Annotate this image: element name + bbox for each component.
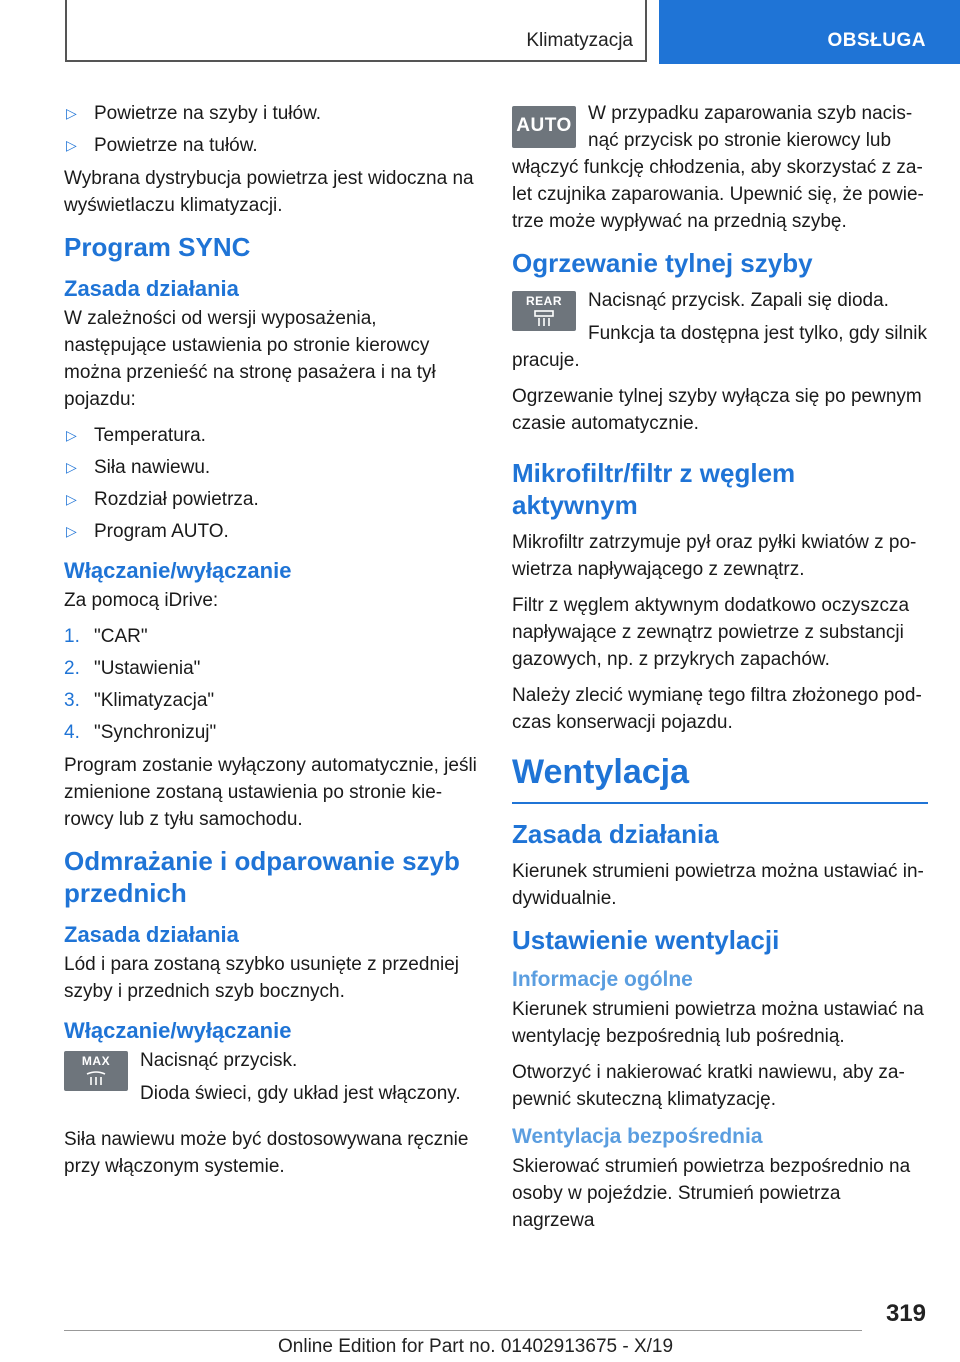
heading-defrost-onoff: Włączanie/wyłączanie <box>64 1018 292 1043</box>
footer-divider <box>64 1330 862 1331</box>
list-item: 1. "CAR" <box>64 626 148 647</box>
paragraph: Skierować strumień powietrza bezpośrednio na osoby w pojeździe. Strumień powietrza nagrzewa <box>512 1156 911 1231</box>
heading-ventilation: Wentylacja <box>512 753 690 791</box>
left-column <box>64 100 480 1189</box>
list-item: ▷ Siła nawiewu. <box>64 454 480 481</box>
heading-rear-window: Ogrzewanie tylnej szyby <box>512 248 813 278</box>
triangle-bullet-icon: ▷ <box>66 137 77 153</box>
list-item: 3. "Klimatyzacja" <box>64 690 215 711</box>
paragraph: Ogrzewanie tylnej szyby wyłącza się po pewnym czasie automatycznie. <box>512 386 922 434</box>
windshield-heat-icon <box>86 1069 106 1087</box>
steps-list <box>64 623 480 746</box>
chapter-tab[interactable]: OBSŁUGA <box>659 0 960 64</box>
paragraph: Kierunek strumieni powietrza można ustawiać indywidualnie. <box>512 861 924 909</box>
rear-defrost-row <box>512 287 928 374</box>
paragraph: W przypadku zaparowania szyb nacisnąć przycisk po stronie kierowcy lub włączyć funkcję chłodzenia, aby skorzystać z zalet czujnika zaparowania. Upewnić się, że powietrze może wypływać na przednią szybę. <box>512 103 924 232</box>
paragraph: Funkcja ta dostępna jest tylko, gdy silnik pracuje. <box>512 323 928 371</box>
paragraph: W zależności od wersji wyposażenia, następujące ustawienia po stronie kierowcy można przenieść na stronę pasażera i na tył pojazdu: <box>64 308 436 410</box>
rear-defrost-button-icon: REAR <box>512 291 576 331</box>
heading-direct-vent: Wentylacja bezpośrednia <box>512 1125 763 1148</box>
paragraph: Kierunek strumieni powietrza można ustawiać na wentylację bezpośrednią lub pośrednią. <box>512 999 924 1047</box>
header-box <box>65 0 647 62</box>
paragraph: Filtr z węglem aktywnym dodatkowo oczyszcza napływające z zewnątrz powietrze z substancji gazowych, np. z przykrych zapachów. <box>512 595 910 670</box>
heading-vent-principle: Zasada działania <box>512 819 719 849</box>
section-title: Klimatyzacja <box>526 30 633 51</box>
triangle-bullet-icon: ▷ <box>66 459 77 475</box>
paragraph: Za pomocą iDrive: <box>64 590 219 611</box>
heading-sync-principle: Zasada działania <box>64 276 239 301</box>
footer-edition: Online Edition for Part no. 01402913675 - X/19 <box>278 1336 674 1357</box>
heading-defrost-principle: Zasada działania <box>64 922 239 947</box>
heading-filter: Mikrofiltr/filtr z węglem aktywnym <box>512 458 796 520</box>
paragraph: Dioda świeci, gdy układ jest włączony. <box>140 1083 461 1104</box>
paragraph: Otworzyć i nakierować kratki nawiewu, aby zapewnić skuteczną klimatyzację. <box>512 1062 905 1110</box>
auto-button-icon: AUTO <box>512 106 576 148</box>
bullet-list-top <box>64 100 480 159</box>
list-item: 2. "Ustawienia" <box>64 658 201 679</box>
triangle-bullet-icon: ▷ <box>66 427 77 443</box>
list-item: ▷ Powietrze na szyby i tułów. <box>64 100 480 127</box>
paragraph: Nacisnąć przycisk. Zapali się dioda. <box>588 290 889 311</box>
page-number: 319 <box>885 1300 926 1327</box>
list-item: ▷ Rozdział powietrza. <box>64 486 480 513</box>
paragraph: Mikrofiltr zatrzymuje pył oraz pyłki kwiatów z powietrza napływającego z zewnątrz. <box>512 532 917 580</box>
triangle-bullet-icon: ▷ <box>66 523 77 539</box>
paragraph: Nacisnąć przycisk. <box>140 1050 298 1071</box>
heading-onoff: Włączanie/wyłączanie <box>64 558 292 583</box>
paragraph: Lód i para zostaną szybko usunięte z przedniej szyby i przednich szyb bocznych. <box>64 954 460 1002</box>
paragraph: Siła nawiewu może być dostosowywana ręcznie przy włączonym systemie. <box>64 1129 469 1177</box>
triangle-bullet-icon: ▷ <box>66 491 77 507</box>
heading-defrost: Odmrażanie i odparowanie szyb przednich <box>64 846 460 908</box>
paragraph: Wybrana dystrybucja powietrza jest widoczna na wyświetlaczu klimatyzacji. <box>64 168 474 216</box>
list-item: 4. "Synchronizuj" <box>64 722 217 743</box>
triangle-bullet-icon: ▷ <box>66 105 77 121</box>
list-item: ▷ Program AUTO. <box>64 518 480 545</box>
max-defrost-row <box>64 1047 480 1116</box>
paragraph: Program zostanie wyłączony automatycznie, jeśli zmienione zostaną ustawienia po stronie kierowcy lub z tyłu samochodu. <box>64 755 477 830</box>
max-defrost-button-icon: MAX <box>64 1051 128 1091</box>
heading-vent-setting: Ustawienie wentylacji <box>512 925 780 955</box>
list-item: ▷ Powietrze na tułów. <box>64 132 480 159</box>
heading-general-info: Informacje ogólne <box>512 968 693 991</box>
paragraph: Należy zlecić wymianę tego filtra złożonego podczas konserwacji pojazdu. <box>512 685 922 733</box>
heading-sync: Program SYNC <box>64 232 251 262</box>
right-column <box>512 100 928 1243</box>
list-item: ▷ Temperatura. <box>64 422 480 449</box>
rear-window-heat-icon <box>534 309 554 327</box>
heading-rule <box>512 802 928 804</box>
auto-row <box>512 100 928 235</box>
bullet-list-sync <box>64 422 480 545</box>
